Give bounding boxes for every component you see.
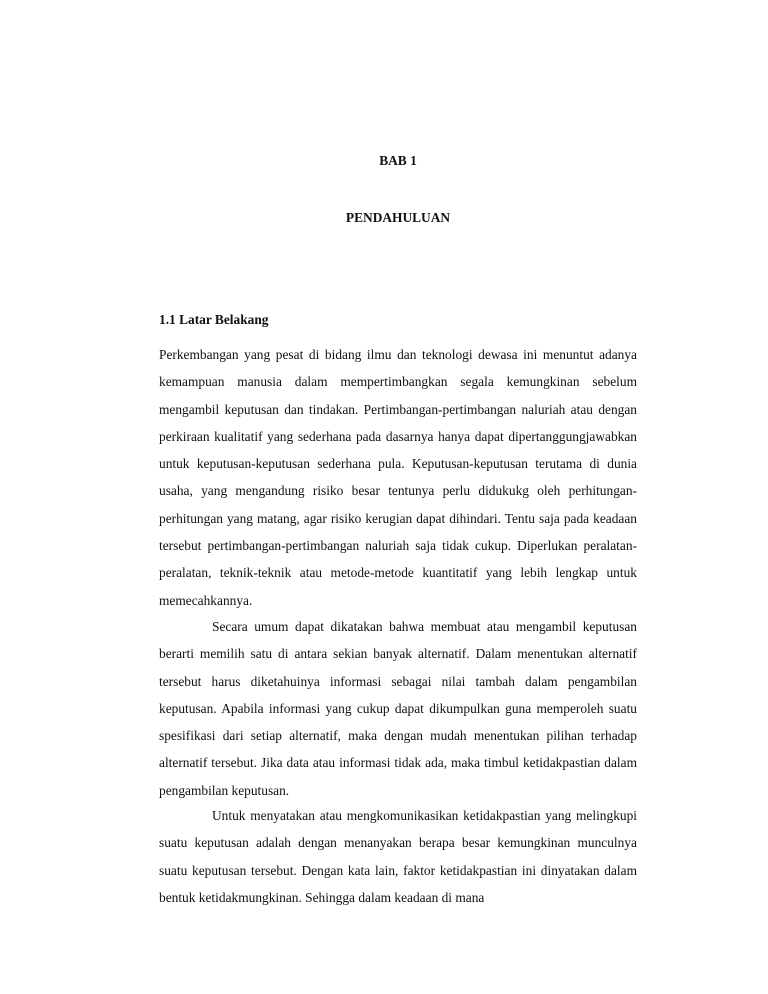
section-heading: 1.1 Latar Belakang — [159, 312, 269, 327]
body-paragraph: Untuk menyatakan atau mengkomunikasikan ketidakpastian yang melingkupi suatu keputusan adalah dengan menanyakan berapa besar kemungkinan munculnya suatu keputusan tersebut. Dengan kata lain, faktor ketidakpastian ini dinyatakan dalam bentuk ketidakmungkinan. Sehingga dalam keadaan di mana — [159, 808, 637, 905]
body-paragraph: Perkembangan yang pesat di bidang ilmu dan teknologi dewasa ini menuntut adanya kemampuan manusia dalam mempertimbangkan segala kemungkinan sebelum mengambil keputusan dan tindakan. Pertimbangan-pertimbangan naluriah atau dengan perkiraan kualitatif yang sederhana pada dasarnya hanya dapat dipertanggungjawabkan untuk keputusan-keputusan sederhana pula. Keputusan-keputusan terutama di dunia usaha, yang mengandung risiko besar tentunya perlu didukukg oleh perhitungan-perhitungan yang matang, agar risiko kerugian dapat dihindari. Tentu saja pada keadaan tersebut pertimbangan-pertimbangan naluriah saja tidak cukup. Diperlukan peralatan-peralatan, teknik-teknik atau metode-metode kuantitatif yang lebih lengkap untuk memecahkannya. — [159, 347, 637, 608]
chapter-title: PENDAHULUAN — [345, 210, 451, 225]
chapter-number: BAB 1 — [379, 153, 417, 168]
body-paragraph: Secara umum dapat dikatakan bahwa membuat atau mengambil keputusan berarti memilih satu di antara sekian banyak alternatif. Dalam menentukan alternatif tersebut harus diketahuinya informasi sebagai nilai tambah dalam pengambilan keputusan. Apabila informasi yang cukup dapat dikumpulkan guna memperoleh suatu spesifikasi dari setiap alternatif, maka dengan mudah menentukan pilihan terhadap alternatif tersebut. Jika data atau informasi tidak ada, maka timbul ketidakpastian dalam pengambilan keputusan. — [159, 619, 637, 798]
